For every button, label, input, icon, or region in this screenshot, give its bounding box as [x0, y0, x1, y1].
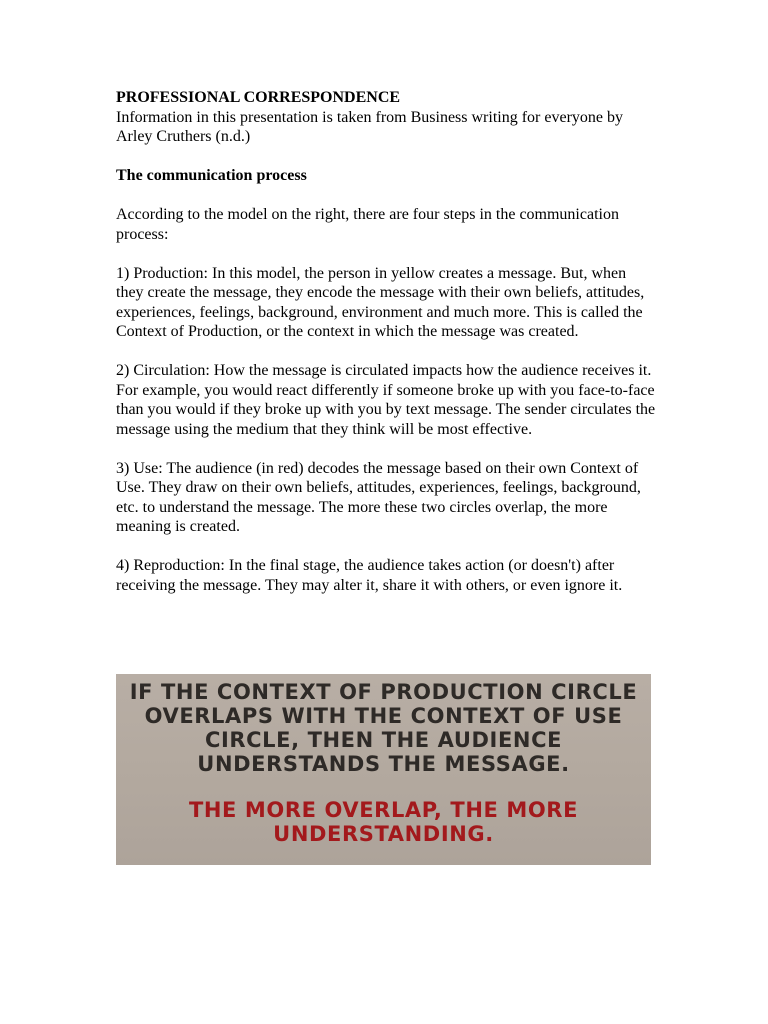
banner-emphasis-text: [116, 798, 651, 846]
banner-line: UNDERSTANDS THE MESSAGE.: [197, 752, 570, 776]
overlap-banner-image: [116, 674, 651, 865]
banner-line: OVERLAPS WITH THE CONTEXT OF USE: [144, 704, 623, 728]
intro-paragraph: According to the model on the right, there are four steps in the communication process:: [116, 206, 619, 243]
section-heading: The communication process: [116, 167, 307, 184]
document-title: PROFESSIONAL CORRESPONDENCE: [116, 89, 401, 106]
step-circulation: 2) Circulation: How the message is circulated impacts how the audience receives it. For example, you would react differently if someone broke up with you face-to-face than you would if they broke up with you by text message. The sender circulates the message using the medium that they think will be most effective.: [116, 362, 656, 438]
banner-line: THE MORE OVERLAP, THE MORE: [188, 798, 579, 822]
banner-line: IF THE CONTEXT OF PRODUCTION CIRCLE: [129, 680, 638, 704]
banner-line: UNDERSTANDING.: [273, 822, 494, 846]
step-use: 3) Use: The audience (in red) decodes the message based on their own Context of Use. They draw on their own beliefs, attitudes, experiences, feelings, background, etc. to understand the message. The more these two circles overlap, the more meaning is created.: [116, 459, 641, 535]
step-production: 1) Production: In this model, the person in yellow creates a message. But, when they create the message, they encode the message with their own beliefs, attitudes, experiences, feelings, background, environment and much more. This is called the Context of Production, or the context in which the message was created.: [116, 264, 645, 340]
document-body: [116, 88, 656, 595]
source-note: Information in this presentation is taken from Business writing for everyone by Arley Cruthers (n.d.): [116, 108, 624, 145]
step-reproduction: 4) Reproduction: In the final stage, the audience takes action (or doesn't) after receiving the message. They may alter it, share it with others, or even ignore it.: [116, 557, 623, 594]
banner-main-text: [116, 680, 651, 776]
banner-line: CIRCLE, THEN THE AUDIENCE: [204, 728, 563, 752]
